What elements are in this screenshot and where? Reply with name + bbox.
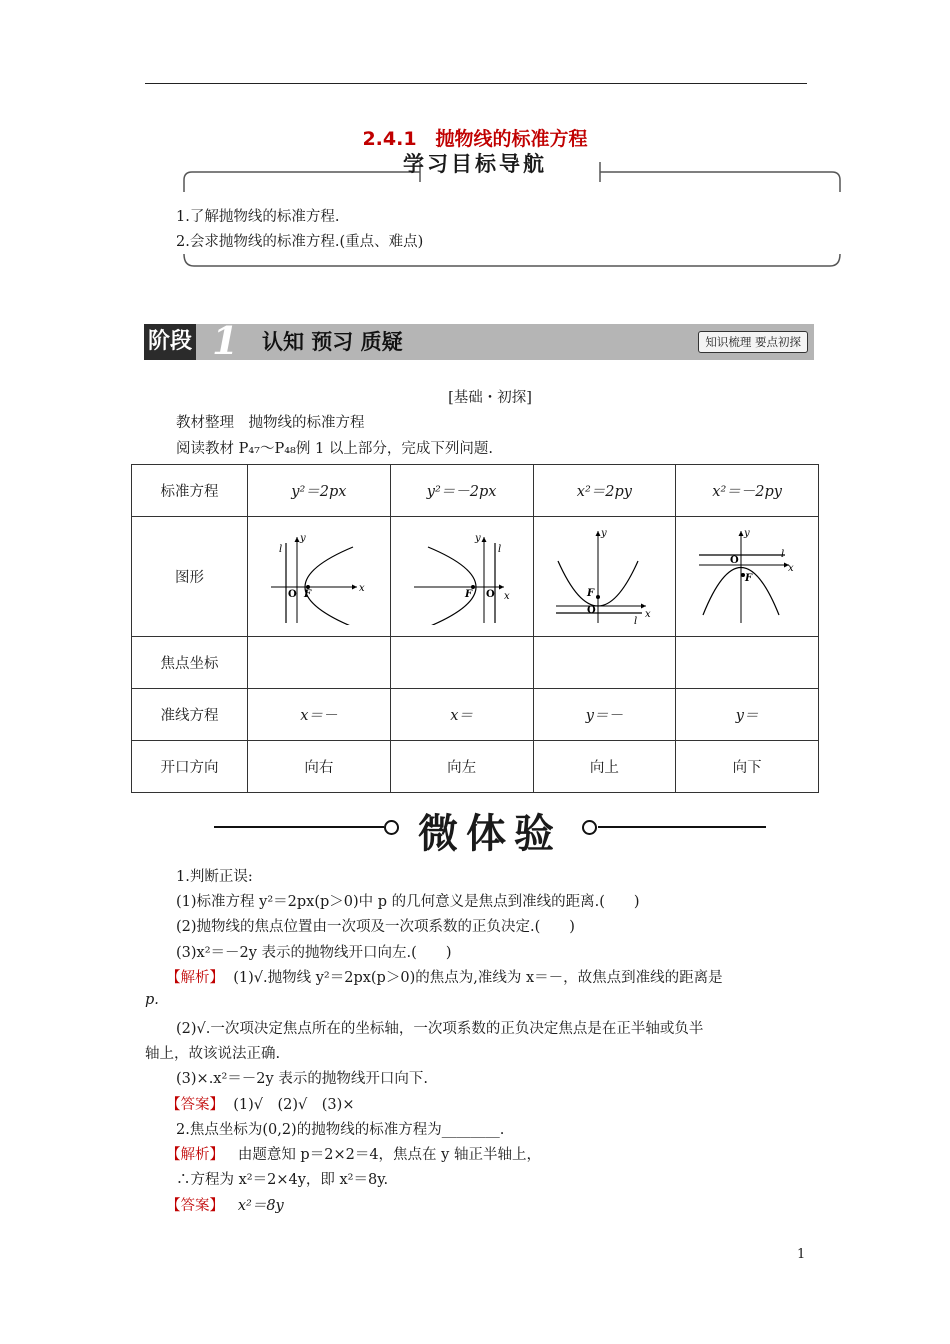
equation-cell: x²＝2py xyxy=(533,465,676,517)
graph-cell xyxy=(676,517,819,637)
analysis-text: (1)√.抛物线 y²＝2px(p＞0)的焦点为,准线为 x＝－，故焦点到准线的距离是 xyxy=(233,970,723,986)
micro-title: 微体验 xyxy=(418,811,562,857)
equation-cell: y²＝2px xyxy=(248,465,391,517)
directrix-cell: x＝ xyxy=(390,689,533,741)
axis-label-y: y xyxy=(474,532,481,544)
q1-item: (3)x²＝－2y 表示的抛物线开口向左.( ) xyxy=(176,945,452,961)
origin-label: O xyxy=(485,588,495,600)
analysis-text: 由题意知 p＝2×2＝4，焦点在 y 轴正半轴上， xyxy=(237,1147,541,1163)
graph-up xyxy=(554,525,654,625)
directrix-cell: y＝－ xyxy=(533,689,676,741)
origin-label: O xyxy=(730,554,739,566)
q2-analysis-line xyxy=(166,1143,541,1164)
q2-stem: 2.焦点坐标为(0,2)的抛物线的标准方程为________. xyxy=(176,1122,505,1138)
directrix-label: l xyxy=(634,615,638,625)
axis-label-x: x xyxy=(358,582,365,594)
axis-label-y: y xyxy=(744,527,750,539)
focus-label: F xyxy=(464,588,472,600)
banner-circle-right xyxy=(582,820,597,835)
graph-right xyxy=(269,525,369,625)
q2-analysis-line: ∴方程为 x²＝2×4y，即 x²＝8y. xyxy=(176,1172,389,1188)
focus-cell xyxy=(248,637,391,689)
directrix-cell: y＝ xyxy=(676,689,819,741)
q1-item: (2)抛物线的焦点位置由一次项及一次项系数的正负决定.( ) xyxy=(176,919,575,935)
row-header: 开口方向 xyxy=(132,741,248,793)
directrix-cell: x＝－ xyxy=(248,689,391,741)
table-row xyxy=(132,517,819,637)
graph-left xyxy=(412,525,512,625)
focus-cell xyxy=(390,637,533,689)
stage-tag: 知识梳理 要点初探 xyxy=(698,331,808,353)
equation-cell: x²＝－2py xyxy=(676,465,819,517)
q1-analysis-line: (3)×.x²＝－2y 表示的抛物线开口向下. xyxy=(176,1071,428,1087)
focus-label: F xyxy=(587,587,595,599)
analysis-tag: 【解析】 xyxy=(166,970,224,986)
row-header: 焦点坐标 xyxy=(132,637,248,689)
table-row xyxy=(132,637,819,689)
page-title: 2.4.1 抛物线的标准方程 xyxy=(362,128,588,150)
directrix-label: l xyxy=(781,548,785,560)
row-header: 准线方程 xyxy=(132,689,248,741)
opening-cell: 向右 xyxy=(248,741,391,793)
origin-label: O xyxy=(587,604,597,616)
directrix-label: l xyxy=(278,543,283,555)
directrix-label: l xyxy=(497,543,501,555)
axis-label-x: x xyxy=(645,608,652,620)
page-number: 1 xyxy=(797,1247,806,1262)
answer-text: (1)√ (2)√ (3)× xyxy=(233,1097,355,1113)
top-rule xyxy=(145,83,807,84)
focus-label: F xyxy=(303,588,311,600)
textbook-line: 教材整理 抛物线的标准方程 xyxy=(176,415,365,431)
stage-title: 认知 预习 质疑 xyxy=(262,330,403,354)
graph-cell xyxy=(390,517,533,637)
origin-label: O xyxy=(287,588,297,600)
axis-label-y: y xyxy=(601,527,608,539)
focus-cell xyxy=(533,637,676,689)
analysis-tag: 【解析】 xyxy=(166,1147,224,1163)
focus-label: F xyxy=(745,572,753,584)
opening-cell: 向下 xyxy=(676,741,819,793)
objective-1: 1.了解抛物线的标准方程. xyxy=(176,209,340,225)
q1-item: (1)标准方程 y²＝2px(p＞0)中 p 的几何意义是焦点到准线的距离.( ) xyxy=(176,894,640,910)
axis-label-y: y xyxy=(299,532,306,544)
q1-analysis-line xyxy=(166,966,723,987)
row-header: 图形 xyxy=(132,517,248,637)
q2-answer-line xyxy=(166,1194,284,1215)
micro-experience-banner xyxy=(0,806,950,856)
banner-line-right xyxy=(598,826,766,828)
answer-text: x²＝8y xyxy=(237,1198,284,1214)
answer-tag: 【答案】 xyxy=(166,1097,224,1113)
basic-tag: [基础・初探] xyxy=(448,390,532,406)
q1-stem: 1.判断正误: xyxy=(176,869,253,885)
opening-cell: 向上 xyxy=(533,741,676,793)
graph-cell xyxy=(248,517,391,637)
stage-label: 阶段 xyxy=(144,324,196,360)
standard-equation-table xyxy=(131,464,819,793)
focus-cell xyxy=(676,637,819,689)
table-row xyxy=(132,465,819,517)
q1-answer-line xyxy=(166,1093,354,1114)
table-row xyxy=(132,741,819,793)
answer-tag: 【答案】 xyxy=(166,1198,224,1214)
q1-analysis-line: 轴上，故该说法正确. xyxy=(145,1046,281,1062)
axis-label-x: x xyxy=(503,590,510,602)
objective-2: 2.会求抛物线的标准方程.(重点、难点) xyxy=(176,234,424,250)
q1-analysis-line: p. xyxy=(145,992,159,1008)
reading-line: 阅读教材 P₄₇～P₄₈例 1 以上部分，完成下列问题. xyxy=(176,441,493,457)
equation-cell: y²＝－2px xyxy=(390,465,533,517)
graph-cell xyxy=(533,517,676,637)
stage-number: 1 xyxy=(212,318,239,363)
axis-label-x: x xyxy=(788,562,794,574)
q1-analysis-line: (2)√.一次项决定焦点所在的坐标轴，一次项系数的正负决定焦点是在正半轴或负半 xyxy=(176,1021,704,1037)
table-row xyxy=(132,689,819,741)
section-header: 学习目标导航 xyxy=(403,152,547,176)
row-header: 标准方程 xyxy=(132,465,248,517)
opening-cell: 向左 xyxy=(390,741,533,793)
stage-bar xyxy=(144,318,814,363)
graph-down xyxy=(697,525,797,625)
